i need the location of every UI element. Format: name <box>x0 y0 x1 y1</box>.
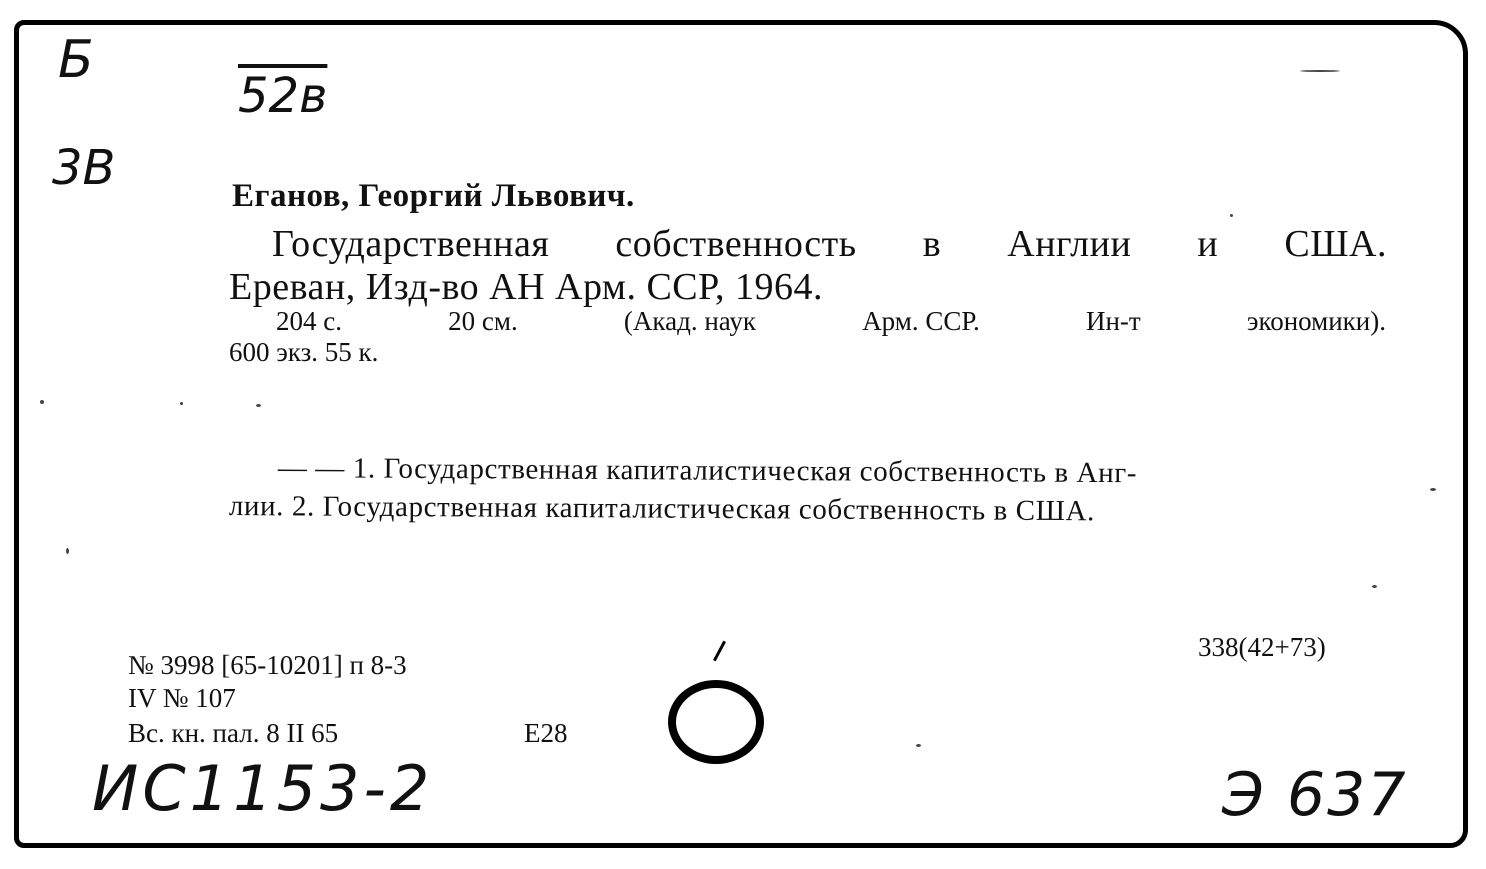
registration-number: № 3998 [65-10201] п 8-3 <box>128 650 407 680</box>
author-heading: Еганов, Георгий Львович. <box>232 178 635 214</box>
speck <box>40 400 44 404</box>
collation <box>276 306 1386 337</box>
collation-part: Арм. ССР. <box>862 306 980 336</box>
title-word: в <box>922 223 942 265</box>
speck <box>916 744 921 747</box>
speck <box>1230 214 1233 217</box>
collation-part: Ин-т <box>1085 306 1141 336</box>
copies-price: 600 экз. 55 к. <box>229 337 379 367</box>
book-title <box>272 222 1387 266</box>
collation-part: 204 с. <box>276 306 342 336</box>
collation-part: (Акад. наук <box>623 306 757 336</box>
chamber-note: Вс. кн. пал. 8 II 65 <box>128 718 339 748</box>
speck <box>1430 488 1436 491</box>
collation-part: экономики). <box>1246 306 1386 336</box>
title-word: Государственная <box>272 223 550 265</box>
title-word: США. <box>1284 223 1387 265</box>
speck <box>256 404 261 407</box>
handwritten-shelf-mark: 3В <box>52 140 116 196</box>
speck <box>1372 585 1377 588</box>
author-mark-code: Е28 <box>524 718 568 748</box>
handwritten-number: 52в <box>238 68 328 124</box>
handwritten-inventory-number: ИС1153-2 <box>92 752 434 825</box>
handwritten-call-number: Э 637 <box>1222 760 1408 830</box>
punch-hole <box>668 680 764 764</box>
title-word: и <box>1197 223 1219 265</box>
imprint: Ереван, Изд-во АН Арм. ССР, 1964. <box>229 266 824 308</box>
series-number: IV № 107 <box>128 683 236 713</box>
subject-headings-line: — — 1. Государственная капиталистическая собственность в Анг- <box>277 452 1138 490</box>
speck <box>180 402 183 405</box>
title-word: собственность <box>615 223 857 265</box>
title-word: Англии <box>1007 223 1132 265</box>
udc-classification: 338(42+73) <box>1198 632 1326 662</box>
speck <box>1300 70 1340 72</box>
speck <box>66 548 69 554</box>
collation-part: 20 см. <box>448 306 518 336</box>
subject-headings-line: лии. 2. Государственная капиталистическая собственность в США. <box>228 490 1095 528</box>
handwritten-mark: Б <box>58 30 94 90</box>
